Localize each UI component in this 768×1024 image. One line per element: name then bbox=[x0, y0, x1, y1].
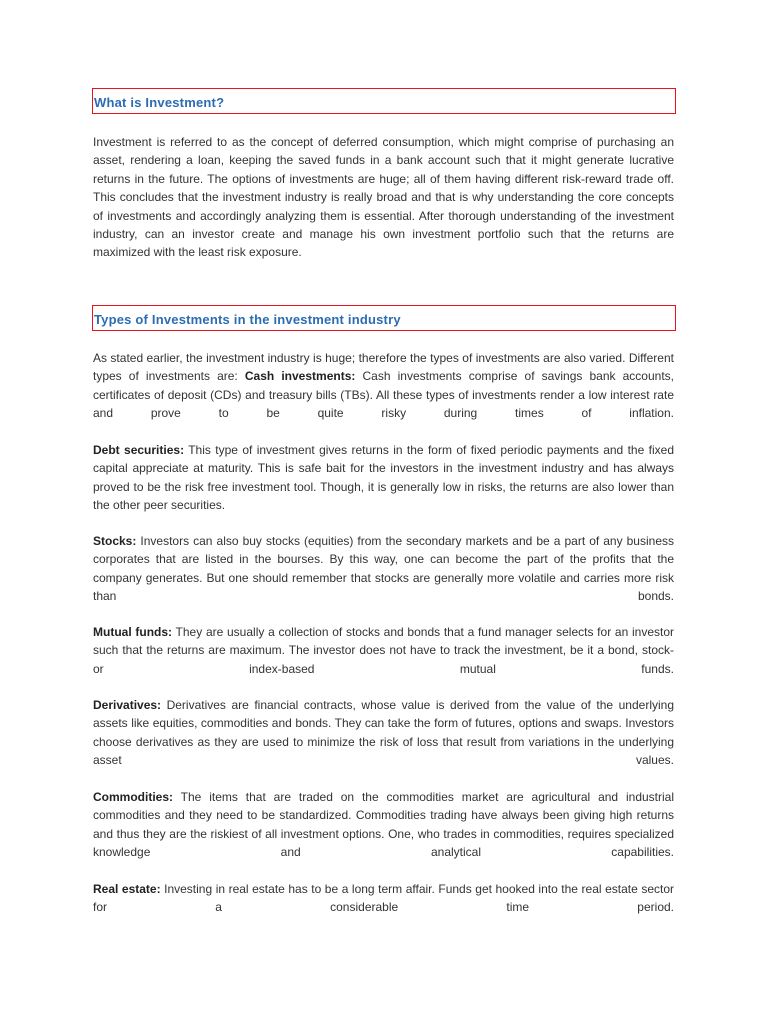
paragraph-text bbox=[93, 788, 674, 862]
paragraph bbox=[93, 696, 674, 770]
section-heading-box bbox=[92, 305, 676, 331]
paragraph-text bbox=[93, 696, 674, 770]
paragraph-text bbox=[93, 441, 674, 515]
section-heading: Types of Investments in the investment industry bbox=[94, 312, 401, 327]
paragraph-text-part: This type of investment gives returns in the form of fixed periodic payments and the fixed capital appreciate at maturity. This is safe bait for the investors in the investment industry and has always proved to be the risk free investment tool. Though, it is generally low in risks, the returns are also lower than the other peer securities. bbox=[93, 443, 675, 513]
term-label: Debt securities: bbox=[93, 443, 185, 457]
term-label: Cash investments: bbox=[244, 369, 356, 384]
paragraph bbox=[93, 441, 674, 515]
paragraph-text-part: Derivatives are financial contracts, whose value is derived from the value of the underlying assets like equities, commodities and bonds. They can take the form of futures, options and swaps. Investors choose derivatives as they are used to minimize the risk of loss that result from variations in the underlying asset values. bbox=[93, 698, 674, 768]
term-label: Derivatives: bbox=[93, 698, 162, 712]
paragraph-text bbox=[93, 623, 674, 678]
paragraph bbox=[93, 788, 674, 862]
paragraph-text bbox=[93, 880, 674, 917]
section-heading: What is Investment? bbox=[94, 95, 225, 110]
term-label: Real estate: bbox=[93, 882, 161, 896]
paragraph-text: Investment is referred to as the concept of deferred consumption, which might comprise of purchasing an asset, rendering a loan, keeping the saved funds in a bank account such that it might generate lucrative returns in the future. The options of investments are huge; all of them having different risk-reward trade off. This concludes that the investment industry is really broad and that is why understanding the core concepts of investments and accordingly analyzing them is essential. After thorough understanding of the investment industry, can an investor create and manage his own investment portfolio such that the returns are maximized with the least risk exposure. bbox=[93, 135, 674, 260]
paragraph bbox=[93, 349, 674, 423]
paragraph bbox=[93, 532, 674, 606]
term-label: Stocks: bbox=[93, 534, 137, 548]
paragraph bbox=[93, 880, 674, 917]
paragraph-text bbox=[93, 349, 674, 423]
paragraph-text-part: Investing in real estate has to be a long term affair. Funds get hooked into the real estate sector for a considerable time period. bbox=[93, 882, 674, 915]
paragraph-text bbox=[93, 532, 674, 606]
paragraph-text-part: As stated earlier, the investment industry is huge; therefore the types of investments are also varied. Different types of investments are: bbox=[93, 351, 674, 384]
paragraph bbox=[93, 623, 674, 678]
paragraph bbox=[93, 133, 674, 262]
paragraph-text-part: Cash investments comprise of savings bank accounts, certificates of deposit (CDs) and treasury bills (TBs). All these types of investments render a low interest rate and prove to be quite risky during times of inflation. bbox=[93, 369, 674, 421]
term-label: Mutual funds: bbox=[93, 625, 173, 639]
term-label: Commodities: bbox=[93, 790, 174, 804]
paragraph-text-part: The items that are traded on the commodities market are agricultural and industrial commodities and they need to be standardized. Commodities trading have always been giving high returns and thus they are the riskiest of all investment options. One, who trades in commodities, requires specialized knowledge and analytical capabilities. bbox=[93, 790, 674, 860]
paragraph-text-part: Investors can also buy stocks (equities) from the secondary markets and be a part of any business corporates that are listed in the bourses. By this way, one can become the part of the profits that the company generates. But one should remember that stocks are generally more volatile and carries more risk than bonds. bbox=[93, 534, 674, 604]
section-heading-box bbox=[92, 88, 676, 114]
paragraph-text-part: They are usually a collection of stocks and bonds that a fund manager selects for an investor such that the returns are maximum. The investor does not have to track the investment, be it a bond, stock- or index-based mutual funds. bbox=[93, 625, 674, 676]
